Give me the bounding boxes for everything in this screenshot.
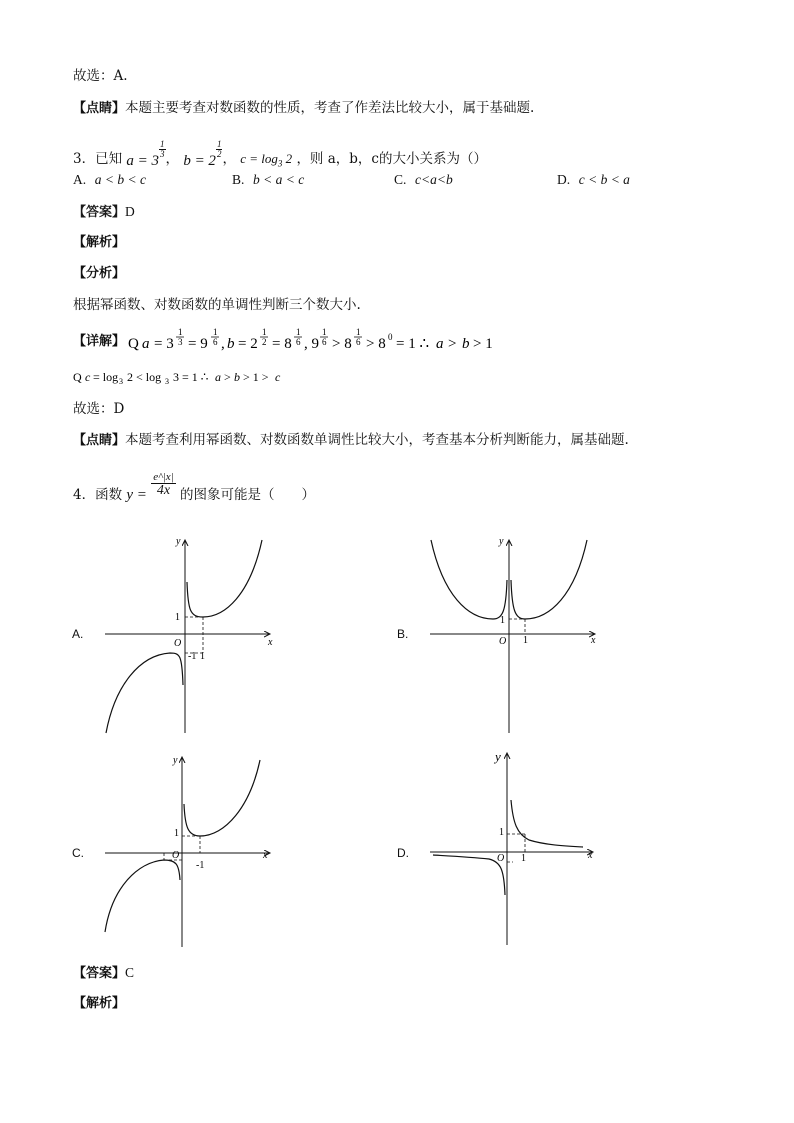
svg-text:1: 1 [213,327,218,337]
svg-text:3: 3 [178,337,183,347]
svg-text:a: a [215,370,221,384]
exponent-denominator: 3 [160,149,165,159]
svg-text:>: > [448,336,457,352]
svg-text:1: 1 [178,327,183,337]
option-label: A. [73,172,87,187]
x-tick-1: 1 [521,853,526,864]
graph-d [425,745,605,950]
svg-text:3: 3 [119,377,123,386]
origin-label: O [497,853,505,864]
exponent-numerator: 1 [216,139,222,149]
curve-left-branch [433,855,505,895]
fraction-numerator: e^|x| [153,471,174,483]
y-tick-1: 1 [175,612,180,623]
svg-text:= 9: = 9 [188,336,208,352]
svg-text:6: 6 [356,337,361,347]
option-expr: a < b < c [94,172,146,187]
graph-a-label: A. [72,627,84,641]
exponent-numerator: 1 [160,139,165,149]
svg-text:= 2: = 2 [238,336,258,352]
answer-choice-text: 故选：A. [73,68,128,84]
svg-text:0: 0 [388,332,393,342]
option-a [73,172,146,188]
detail-line-1 [73,327,493,361]
analysis-sub-heading [73,267,125,281]
fenxi-paragraph [73,299,361,313]
option-expr: c<a<b [414,172,453,187]
analysis-tag: 【解析】 [73,996,126,1011]
x-tick-neg1: -1 [196,860,205,871]
svg-text:c: c [275,370,281,384]
answer-tag: 【答案】 [73,966,126,981]
question-3-tail: ，则 a，b，c的大小关系为（） [296,151,487,167]
comment-paragraph-2 [73,434,629,448]
answer-choice-text: 故选：D [73,401,125,417]
svg-text:b: b [227,336,235,352]
curve-right-branch [511,540,587,619]
graph-c [100,752,280,952]
curve-left-branch [431,540,507,619]
answer-tag: 【答案】 [73,205,126,220]
x-axis-label: x [263,850,268,861]
detail-formula-1 [128,323,493,353]
svg-text:2 < log: 2 < log [127,370,162,384]
graph-d-label: D. [397,846,409,860]
svg-text:a: a [436,336,444,352]
answer-value: C [125,965,135,980]
svg-text:Q: Q [73,370,82,384]
svg-text:c: c [85,370,91,384]
svg-text:= 1 ∴: = 1 ∴ [396,336,430,352]
svg-text:6: 6 [296,337,301,347]
question-4 [73,470,315,510]
question-3-number: 3．已知 [73,151,123,167]
svg-text:b: b [462,336,470,352]
analysis-tag: 【解析】 [73,235,126,250]
option-label: C. [394,172,407,187]
q4-func-lhs: y = [126,486,147,503]
q3-a-expr [126,139,165,169]
svg-text:> 8: > 8 [332,336,352,352]
option-label: D. [557,172,571,187]
svg-text:> 8: > 8 [366,336,386,352]
svg-text:= 8: = 8 [272,336,292,352]
q3-b-text: b = 2 [183,153,216,169]
answer-line-2 [73,966,134,981]
analysis-heading-2 [73,997,125,1011]
analysis-heading [73,236,125,250]
svg-text:1: 1 [322,327,327,337]
x-tick-1: 1 [523,635,528,646]
question-4-tail: 的图象可能是（ ） [179,486,315,503]
option-expr: b < a < c [252,172,305,187]
graph-b-label: B. [397,627,409,641]
svg-text:b: b [234,370,240,384]
svg-text:2: 2 [262,337,267,347]
answer-choice-a [73,70,128,84]
svg-text:,: , [221,336,225,352]
question-3: 3．已知 a = 3 $^{\frac{1}{3}}$ ， b = 2 $^{\frac{1}{2}}$ ， $c = \log_3 2$ ，则 a，b，c的大小关系为（） [73,139,487,169]
origin-label: O [172,850,180,861]
x-axis-label: x [591,635,596,646]
comment-paragraph-1 [73,102,534,116]
detail-formula-2 [73,369,293,387]
exponent-denominator: 2 [216,149,222,159]
question-4-number: 4．函数 [73,486,123,503]
svg-text:= 3: = 3 [154,336,174,352]
detail-tag: 【详解】 [73,334,126,349]
svg-text:= log: = log [93,370,119,384]
y-tick-1: 1 [500,615,505,626]
answer-line [73,205,135,220]
origin-label: O [174,638,182,649]
y-tick-1: 1 [499,827,504,838]
svg-text:, 9: , 9 [304,336,319,352]
option-expr: c < b < a [578,172,630,187]
y-axis-label: y [176,536,181,547]
curve-left-branch [106,653,183,733]
comment-tag: 【点睛】 [73,433,126,448]
origin-label: O [499,636,507,647]
comment-text: 本题主要考查对数函数的性质，考查了作差法比较大小，属于基础题. [125,100,535,116]
q3-c-expr [240,151,293,169]
svg-text:1: 1 [262,327,267,337]
y-axis-label: y [499,536,504,547]
fraction-denominator: 4x [151,483,175,498]
svg-text:6: 6 [322,337,327,347]
answer-value: D [125,204,135,219]
q3-c-text: c = log [240,151,278,166]
graph-b [425,535,605,735]
svg-text:Q: Q [128,336,139,352]
option-b [232,172,304,188]
option-d [557,172,630,188]
curve-left-branch [105,860,180,932]
fenxi-text: 根据幂函数、对数函数的单调性判断三个数大小. [73,297,361,313]
graph-c-label: C. [72,846,84,860]
curve-right-branch [511,800,583,847]
x-axis-label: x [588,850,593,861]
x-tick-1: 1 [200,651,205,662]
comment-tag: 【点睛】 [73,101,126,116]
x-axis-label: x [268,637,273,648]
curve-right-branch [184,760,260,836]
svg-text:3 = 1 ∴: 3 = 1 ∴ [173,370,209,384]
svg-text:> 1: > 1 [473,336,493,352]
y-tick-1: 1 [174,828,179,839]
option-label: B. [232,172,245,187]
q3-a-exponent [159,140,166,159]
log-base: 3 [277,158,283,169]
svg-text:>: > [224,370,231,384]
svg-text:1: 1 [356,327,361,337]
svg-text:a: a [142,336,150,352]
option-c [394,172,453,188]
q3-a-text: a = 3 [126,153,160,169]
y-axis-label: y [495,749,501,764]
y-axis-label: y [173,755,178,766]
svg-text:> 1 >: > 1 > [243,370,269,384]
fenxi-tag: 【分析】 [73,266,126,281]
q3-c-arg: 2 [285,151,293,166]
svg-text:1: 1 [296,327,301,337]
comment-text: 本题考查利用幂函数、对数函数单调性比较大小，考查基本分析判断能力，属基础题. [125,432,629,448]
graph-a [100,535,280,735]
q4-func-fraction [151,472,175,498]
y-tick-neg1: -1 [188,651,197,662]
svg-text:3: 3 [165,377,169,386]
svg-text:6: 6 [213,337,218,347]
curve-right-branch [187,540,262,617]
q3-b-expr [183,139,222,169]
answer-choice-d [73,403,124,417]
